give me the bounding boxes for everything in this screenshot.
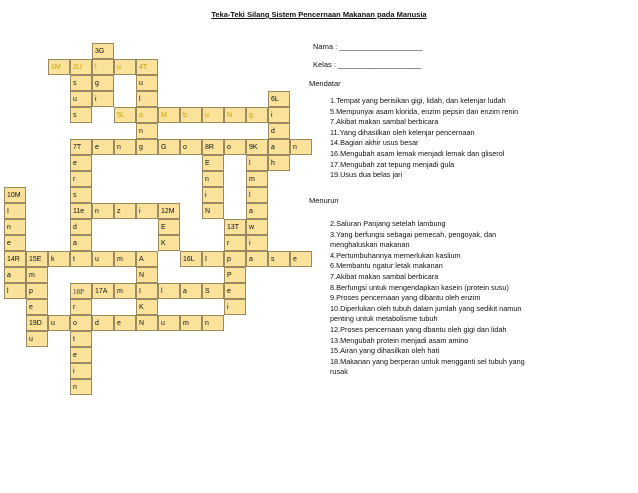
crossword-cell: 19D (26, 315, 48, 331)
clue-line: 9.Proses pencernaan yang dibantu oleh enzim (330, 293, 481, 303)
crossword-cell: a (70, 235, 92, 251)
clue-line: 5.Mempunyai asam klorida, enzim pepsin dan enzim renin (330, 106, 519, 116)
crossword-cell: e (114, 315, 136, 331)
crossword-cell: s (268, 251, 290, 267)
crossword-cell: p (26, 283, 48, 299)
clue-line: 11.Yang dihasilkan oleh kelenjar pencernaan (330, 127, 475, 137)
clue-line: menghaluskan makanan (330, 240, 410, 250)
crossword-cell: i (202, 187, 224, 203)
clue-line: 10.Diperlukan oleh tubuh dalam jumlah yang sedikit namun (330, 303, 522, 313)
clue-line: 4.Pertumbuhannya memerlukan kaslium (330, 250, 461, 260)
clue-line: 13.Mengubah protein menjadi asam amino (330, 335, 469, 345)
clue-line: 15.Airan yang dihasilkan oleh hati (330, 346, 440, 356)
crossword-cell: n (70, 379, 92, 395)
crossword-cell: l (246, 155, 268, 171)
crossword-cell: 1M (48, 59, 70, 75)
clue-line: 7.Akibat makan sambal berbicara (330, 272, 439, 281)
crossword-cell: n (92, 203, 114, 219)
crossword-cell: 16L (180, 251, 202, 267)
crossword-cell: N (136, 267, 158, 283)
crossword-cell: 18P (70, 283, 92, 299)
crossword-cell: h (268, 155, 290, 171)
crossword-cell: i (92, 91, 114, 107)
crossword-cell: w (246, 219, 268, 235)
crossword-cell: t (70, 251, 92, 267)
crossword-cell: u (136, 75, 158, 91)
crossword-cell: 15E (26, 251, 48, 267)
crossword-cell: k (48, 251, 70, 267)
crossword-cell: 17A (92, 283, 114, 299)
crossword-cell: a (246, 203, 268, 219)
crossword-cell: u (26, 331, 48, 347)
crossword-cell: 8R (202, 139, 224, 155)
crossword-cell: p (224, 251, 246, 267)
crossword-cell: i (268, 107, 290, 123)
nama-field: Nama : ____________________ (313, 42, 423, 51)
crossword-cell: m (26, 267, 48, 283)
crossword-cell: N (224, 107, 246, 123)
crossword-cell: u (70, 91, 92, 107)
crossword-cell: 4T (136, 59, 158, 75)
crossword-cell: g (246, 107, 268, 123)
crossword-cell: r (224, 235, 246, 251)
clue-line: rusak (330, 367, 348, 377)
clue-line: 16.Mengubah asam lemak menjadi lemak dan gliserol (330, 149, 505, 158)
section-mendatar: Mendatar (309, 79, 341, 88)
crossword-cell: 7T (70, 139, 92, 155)
clue-line: 17.Mengubah zat tepung menjadi gula (330, 159, 455, 169)
crossword-grid (0, 43, 308, 391)
crossword-cell: 2U (70, 59, 92, 75)
crossword-cell: n (136, 123, 158, 139)
crossword-cell: 11e (70, 203, 92, 219)
crossword-cell: r (70, 299, 92, 315)
kelas-field: Kelas : ____________________ (313, 60, 422, 69)
crossword-cell: u (158, 315, 180, 331)
crossword-cell: N (136, 315, 158, 331)
page-title: Teka-Teki Silang Sistem Pencernaan Makanan pada Manusia (211, 10, 427, 19)
crossword-cell: g (136, 139, 158, 155)
crossword-cell: l (92, 59, 114, 75)
crossword-cell: 5L (114, 107, 136, 123)
crossword-cell: P (224, 267, 246, 283)
clue-line: 8.Berfungsi untuk mengendapkan kasein (protein susu) (330, 282, 509, 292)
crossword-cell: e (70, 155, 92, 171)
crossword-cell: a (268, 139, 290, 155)
crossword-cell: A (136, 251, 158, 267)
crossword-cell: a (246, 251, 268, 267)
crossword-cell: s (70, 187, 92, 203)
crossword-cell: S (202, 283, 224, 299)
crossword-cell: I (4, 203, 26, 219)
crossword-cell: I (202, 251, 224, 267)
crossword-cell: d (70, 219, 92, 235)
crossword-cell: m (114, 283, 136, 299)
clue-line: 1.Tempat yang berisikan gigi, lidah, dan kelenjar ludah (330, 96, 506, 105)
crossword-cell: e (70, 347, 92, 363)
crossword-cell: M (158, 107, 180, 123)
crossword-cell: K (158, 235, 180, 251)
crossword-cell: b (180, 107, 202, 123)
crossword-cell: r (70, 171, 92, 187)
section-menurun: Menurun (309, 196, 339, 205)
crossword-cell: i (70, 363, 92, 379)
crossword-cell: o (224, 139, 246, 155)
crossword-cell: u (48, 315, 70, 331)
crossword-cell: z (114, 203, 136, 219)
crossword-cell: E (158, 219, 180, 235)
crossword-cell: m (246, 171, 268, 187)
clue-line: 18.Makanan yang berperan untuk mengganti sel tubuh yang (330, 356, 525, 366)
crossword-cell: i (136, 203, 158, 219)
crossword-cell: a (136, 107, 158, 123)
crossword-cell: N (202, 203, 224, 219)
crossword-cell: i (246, 235, 268, 251)
crossword-cell: a (4, 267, 26, 283)
crossword-cell: u (202, 107, 224, 123)
clue-line: 12.Proses pencernaan yang dbantu oleh gigi dan lidah (330, 325, 507, 334)
crossword-cell: l (136, 91, 158, 107)
crossword-cell: o (70, 315, 92, 331)
clue-line: 2.Saluran Panjang setelah lambung (330, 219, 446, 228)
clue-line: penting untuk metabolisme tubuh (330, 314, 438, 324)
clue-line: 7.Akibat makan sambal berbicara (330, 117, 439, 127)
crossword-cell: e (92, 139, 114, 155)
crossword-cell: s (70, 107, 92, 123)
clue-line: 19.Usus dua belas jari (330, 170, 403, 180)
crossword-cell: 9K (246, 139, 268, 155)
crossword-cell: G (158, 139, 180, 155)
crossword-cell: e (290, 251, 312, 267)
crossword-cell: 14R (4, 251, 26, 267)
crossword-cell: n (4, 219, 26, 235)
crossword-cell: s (70, 75, 92, 91)
crossword-cell: l (158, 283, 180, 299)
crossword-cell: 3G (92, 43, 114, 59)
crossword-cell: e (26, 299, 48, 315)
crossword-cell: e (4, 235, 26, 251)
crossword-cell: u (114, 59, 136, 75)
crossword-cell: I (136, 283, 158, 299)
crossword-cell: e (224, 283, 246, 299)
clue-line: 14.Bagian akhir usus besar (330, 138, 419, 148)
crossword-cell: m (180, 315, 202, 331)
crossword-cell: 6L (268, 91, 290, 107)
crossword-cell: 13T (224, 219, 246, 235)
crossword-cell: l (4, 283, 26, 299)
crossword-cell: n (290, 139, 312, 155)
crossword-cell: i (224, 299, 246, 315)
crossword-cell: n (202, 315, 224, 331)
clue-line: 3.Yang berfungsi sebagai pemecah, pengoyak, dan (330, 229, 497, 239)
crossword-cell: n (202, 171, 224, 187)
crossword-cell: n (114, 139, 136, 155)
clue-line: 6.Membantu ngatur letak makanan (330, 261, 443, 271)
crossword-cell: m (114, 251, 136, 267)
crossword-cell: K (136, 299, 158, 315)
crossword-cell: d (92, 315, 114, 331)
crossword-cell: E (202, 155, 224, 171)
crossword-cell: 10M (4, 187, 26, 203)
crossword-cell: u (92, 251, 114, 267)
crossword-cell: o (180, 139, 202, 155)
crossword-cell: l (246, 187, 268, 203)
crossword-cell: 12M (158, 203, 180, 219)
crossword-cell: g (92, 75, 114, 91)
crossword-cell: t (70, 331, 92, 347)
crossword-cell: a (180, 283, 202, 299)
crossword-cell: d (268, 123, 290, 139)
